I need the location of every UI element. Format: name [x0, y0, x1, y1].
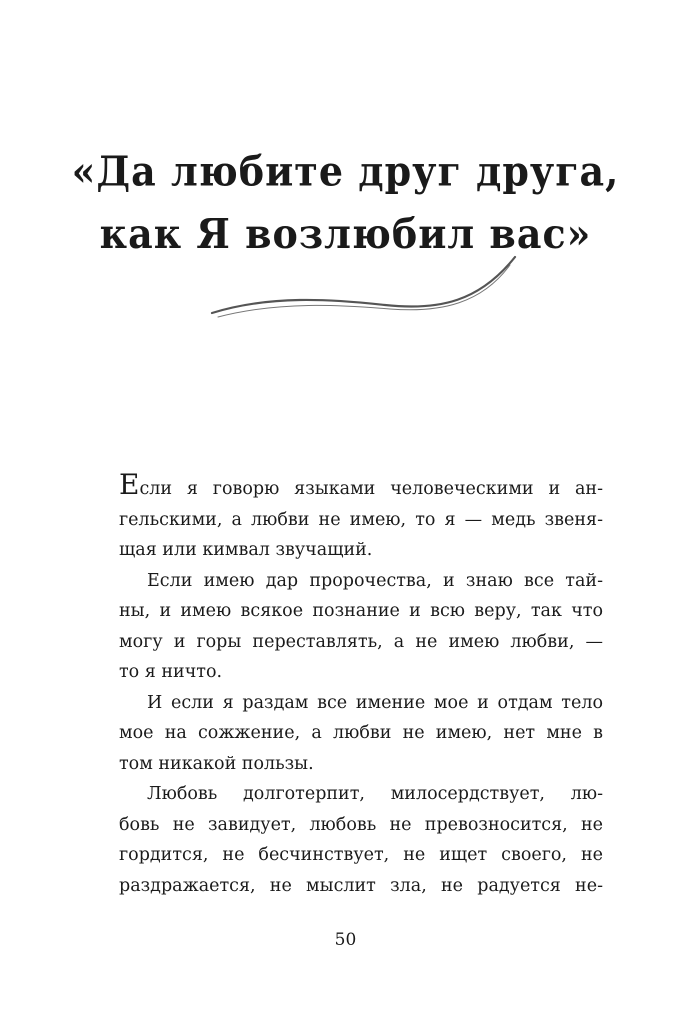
text-line: мое на сожжение, а любви не имею, нет мне в	[119, 723, 603, 743]
text-line: Любовь долготерпит, милосердствует, лю-	[147, 784, 603, 804]
body-text	[119, 468, 603, 901]
text-line: раздражается, не мыслит зла, не радуется не-	[119, 875, 603, 896]
text-line: И если я раздам все имение мое и отдам тело	[147, 692, 603, 713]
drop-cap: Е	[119, 468, 140, 501]
text-line: Если я говорю языками человеческими и ан-	[119, 468, 603, 501]
text-line: щая или кимвал звучащий.	[119, 540, 373, 560]
text-line: бовь не завидует, любовь не превозносится, не	[119, 814, 603, 835]
chapter-title-line-2: как Я возлюбил вас»	[99, 209, 592, 258]
text-line: ны, и имею всякое познание и всю веру, так что	[119, 601, 603, 621]
swash-flourish-icon	[210, 255, 520, 325]
text-line: то я ничто.	[119, 662, 223, 682]
text-line: могу и горы переставлять, а не имею любви, —	[119, 631, 603, 652]
text-line: том никакой пользы.	[119, 753, 314, 774]
text-line: гельскими, а любви не имею, то я — медь звеня-	[119, 509, 603, 530]
text-line: Если имею дар пророчества, и знаю все тай-	[147, 570, 603, 591]
chapter-title-line-1: «Да любите друг друга,	[71, 146, 620, 196]
page-number: 50	[334, 930, 357, 950]
chapter-title	[0, 140, 691, 265]
text-line: гордится, не бесчинствует, не ищет своего, не	[119, 845, 603, 865]
